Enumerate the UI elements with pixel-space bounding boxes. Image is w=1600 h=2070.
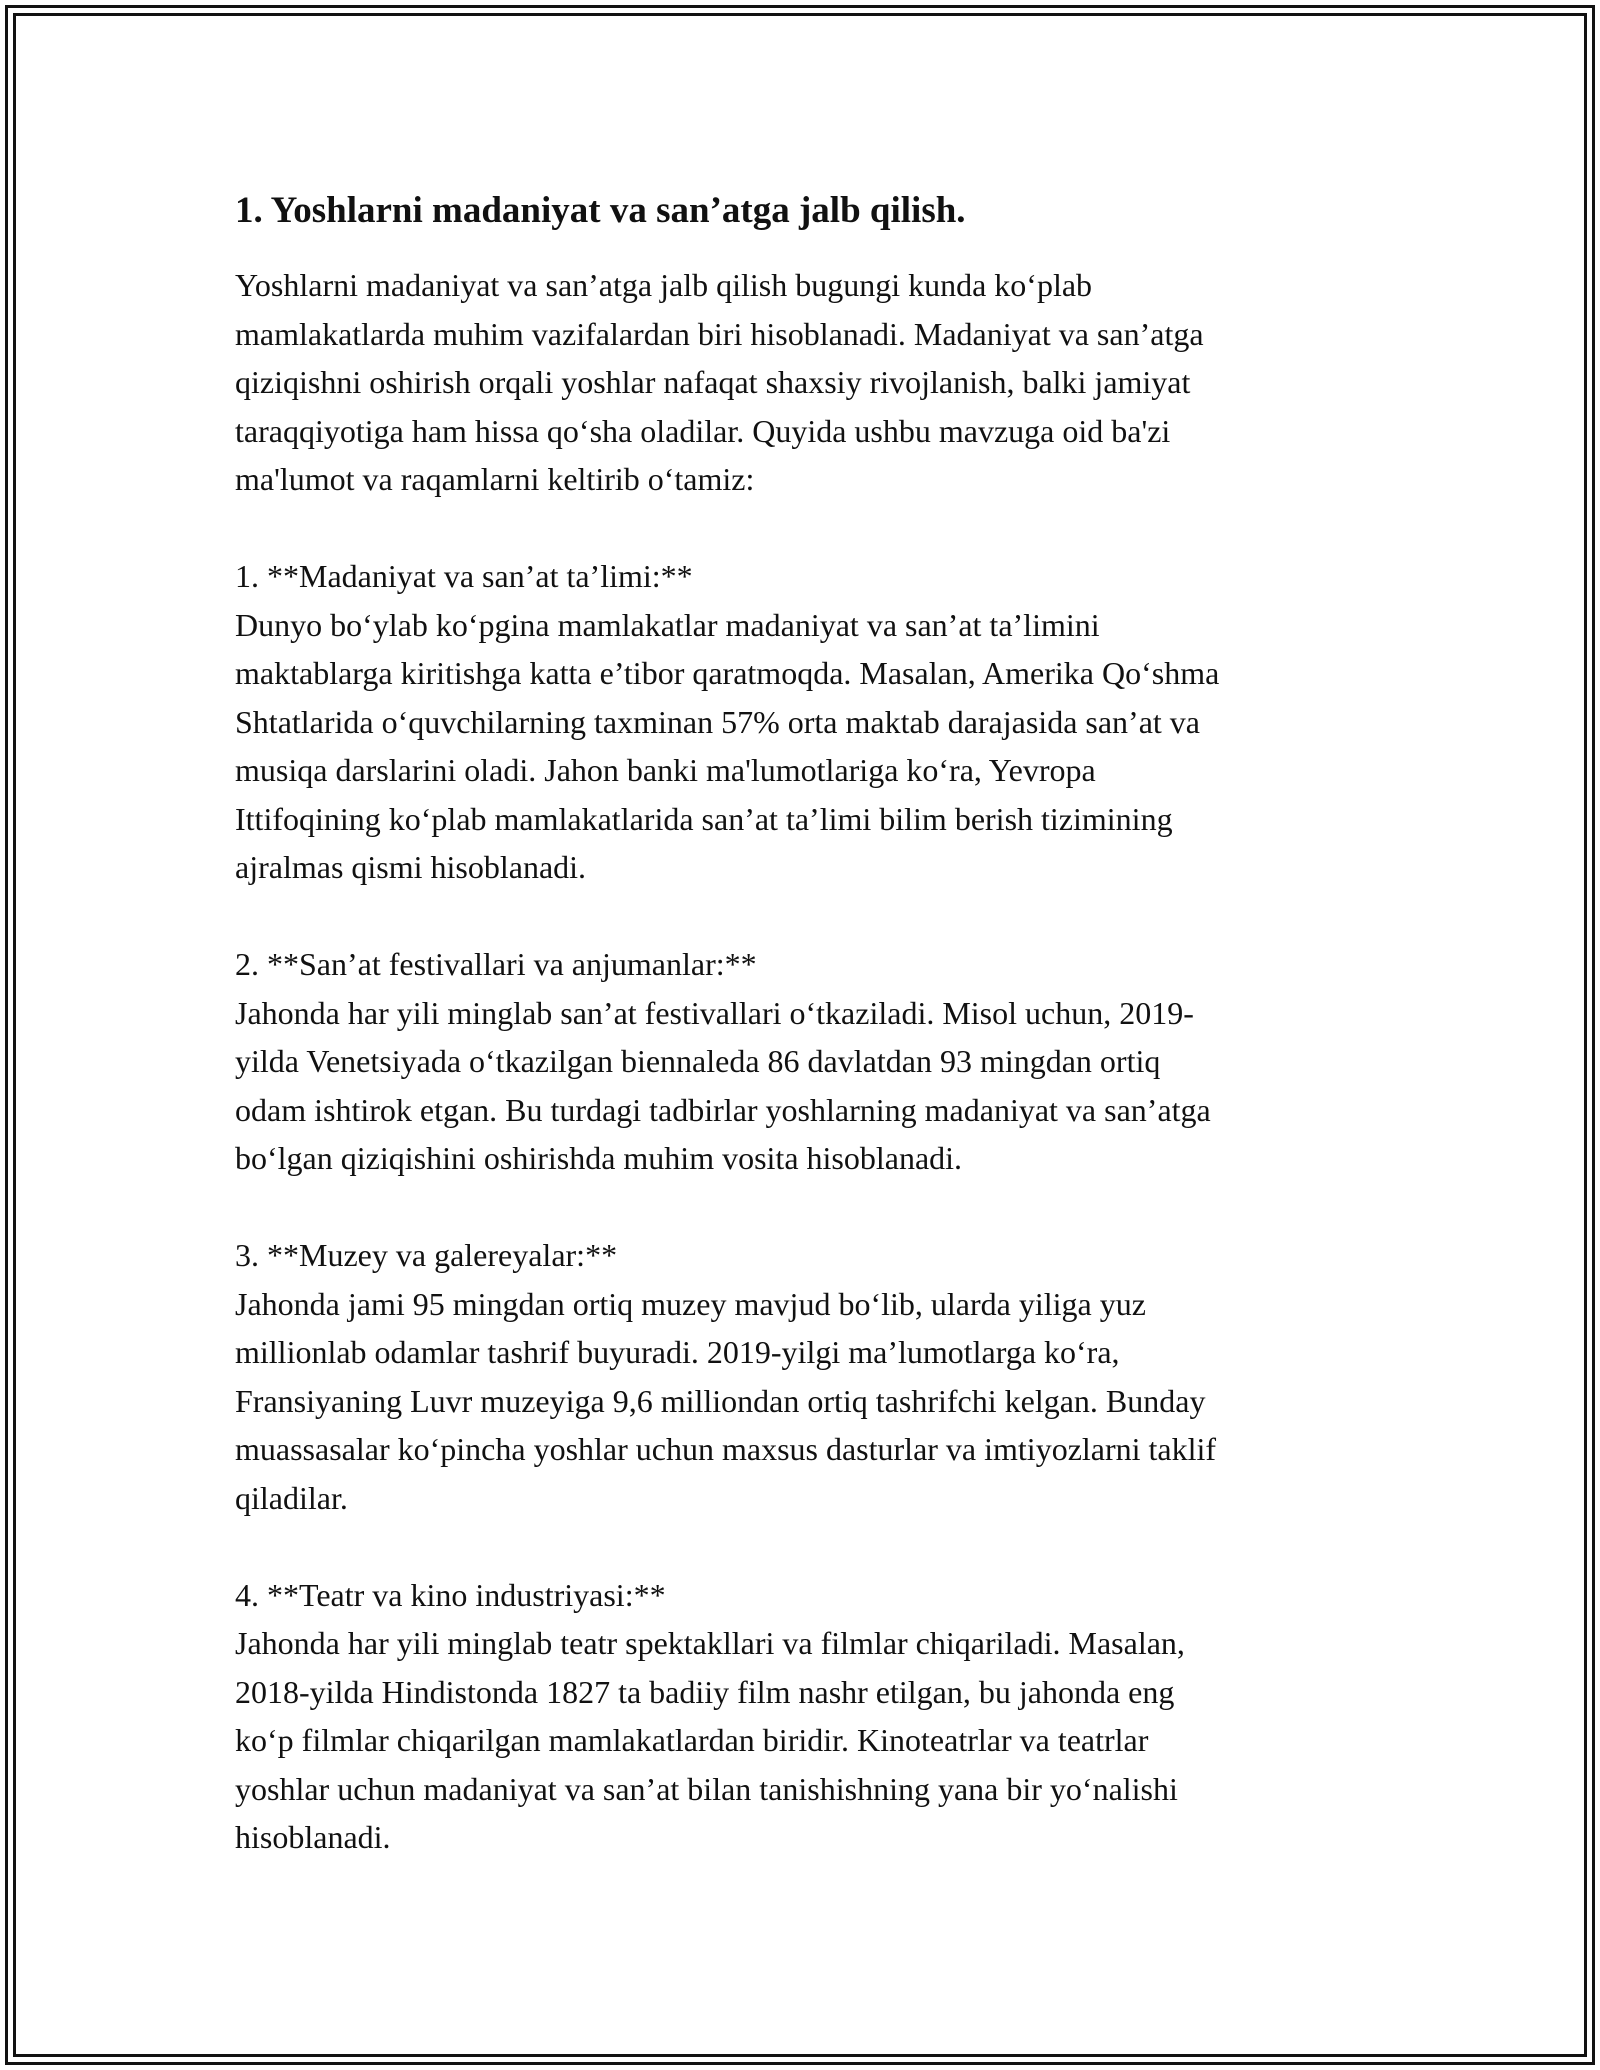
section-festivallar — [235, 940, 1375, 1183]
intro-paragraph: Yoshlarni madaniyat va san’atga jalb qilish bugungi kunda ko‘plab mamlakatlarda muhim vazifalardan biri hisoblanadi. Madaniyat va san’atga qiziqishni oshirish orqali yoshlar nafaqat shaxsiy rivojlanish, balki jamiyat taraqqiyotiga ham hissa qo‘sha oladilar. Quyida ushbu mavzuga oid ba'zi ma'lumot va raqamlarni keltirib o‘tamiz: — [235, 267, 1204, 497]
section-body: Jahonda har yili minglab san’at festivallari o‘tkaziladi. Misol uchun, 2019- yilda Venetsiyada o‘tkazilgan biennaleda 86 davlatdan 93 mingdan ortiq odam ishtirok etgan. Bu turdagi tadbirlar yoshlarning madaniyat va san’atga bo‘lgan qiziqishini oshirishda muhim vosita hisoblanadi. — [235, 994, 1211, 1176]
document-title: 1. Yoshlarni madaniyat va san’atga jalb qilish. — [235, 190, 966, 231]
section-body: Jahonda jami 95 mingdan ortiq muzey mavjud bo‘lib, ularda yiliga yuz millionlab odamlar tashrif buyuradi. 2019-yilgi ma’lumotlarga ko‘ra, Fransiyaning Luvr muzeyiga 9,6 milliondan ortiq tashrifchi kelgan. Bunday muassasalar ko‘pincha yoshlar uchun maxsus dasturlar va imtiyozlarni taklif qiladilar. — [235, 1285, 1217, 1516]
section-madaniyat-talimi — [235, 552, 1375, 892]
document-content — [235, 185, 1375, 1862]
section-muzey-galereyalar — [235, 1231, 1375, 1522]
section-teatr-kino — [235, 1571, 1375, 1862]
section-heading: 1. **Madaniyat va san’at ta’limi:** — [235, 558, 693, 594]
section-body: Dunyo bo‘ylab ko‘pgina mamlakatlar madaniyat va san’at ta’limini maktablarga kiritishga katta e’tibor qaratmoqda. Masalan, Amerika Qo‘shma Shtatlarida o‘quvchilarning taxminan 57% orta maktab darajasida san’at va musiqa darslarini oladi. Jahon banki ma'lumotlariga ko‘ra, Yevropa Ittifoqining ko‘plab mamlakatlarida san’at ta’limi bilim berish tizimining ajralmas qismi hisoblanadi. — [235, 606, 1220, 885]
section-heading: 4. **Teatr va kino industriyasi:** — [235, 1576, 666, 1613]
section-body: Jahonda har yili minglab teatr spektakllari va filmlar chiqariladi. Masalan, 2018-yilda Hindistonda 1827 ta badiiy film nashr etilgan, bu jahonda eng ko‘p filmlar chiqarilgan mamlakatlardan biridir. Kinoteatrlar va teatrlar yoshlar uchun madaniyat va san’at bilan tanishishning yana bir yo‘nalishi hisoblanadi. — [235, 1625, 1185, 1855]
section-heading: 2. **San’at festivallari va anjumanlar:** — [235, 946, 757, 982]
section-heading: 3. **Muzey va galereyalar:** — [235, 1237, 618, 1273]
